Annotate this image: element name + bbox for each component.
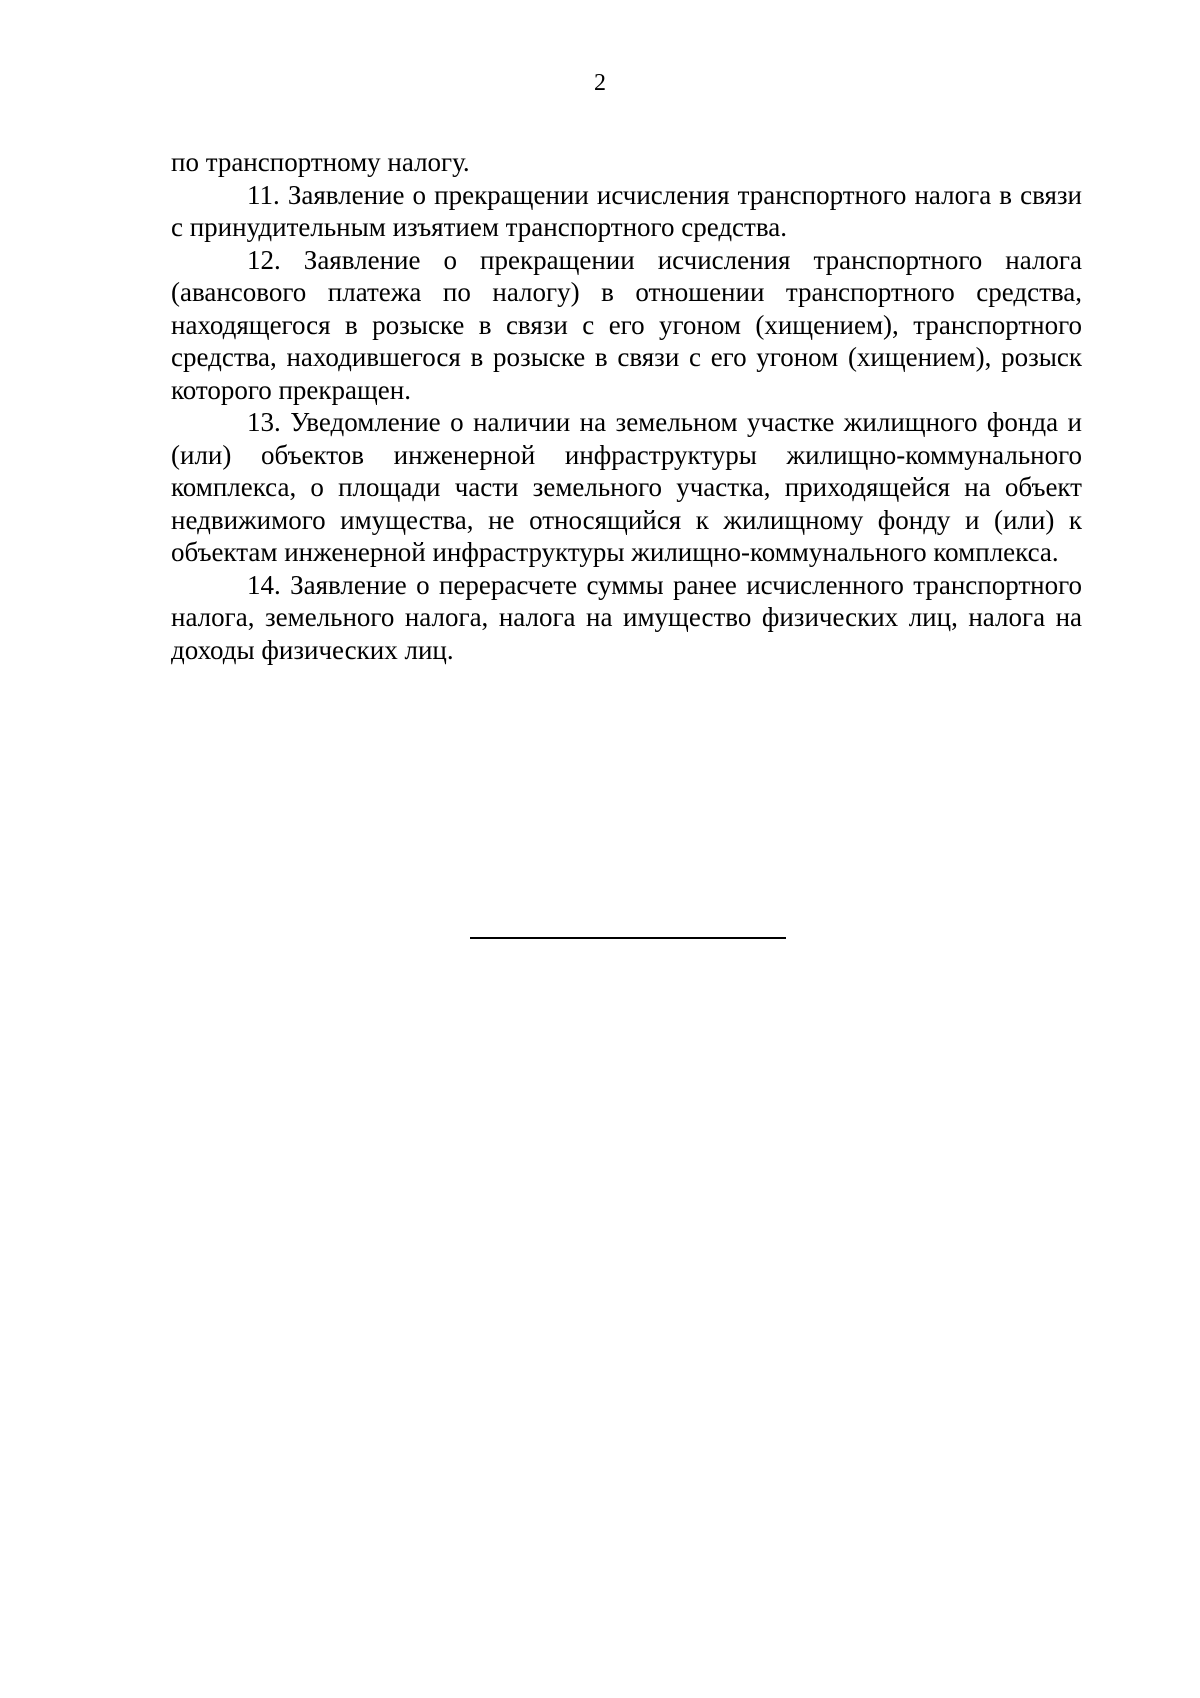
- document-body: [171, 146, 1082, 666]
- paragraph-item-13: 13. Уведомление о наличии на земельном участке жилищного фонда и (или) объектов инженерной инфраструктуры жилищно-коммунального комплекса, о площади части земельного участка, приходящейся на объект недвижимого имущества, не относящийся к жилищному фонду и (или) к объектам инженерной инфраструктуры жилищно-коммунального комплекса.: [171, 407, 1082, 567]
- paragraph-item-11: 11. Заявление о прекращении исчисления транспортного налога в связи с принудительным изъятием транспортного средства.: [171, 179, 1082, 242]
- closing-divider-line: [470, 937, 786, 939]
- paragraph-item-12: 12. Заявление о прекращении исчисления транспортного налога (авансового платежа по налогу) в отношении транспортного средства, находящегося в розыске в связи с его угоном (хищением), транспортного средства, находившегося в розыске в связи с его угоном (хищением), розыск которого прекращен.: [171, 244, 1082, 405]
- paragraph-item-14: 14. Заявление о перерасчете суммы ранее исчисленного транспортного налога, земельного налога, налога на имущество физических лиц, налога на доходы физических лиц.: [171, 569, 1082, 665]
- paragraph-continuation: по транспортному налогу.: [171, 147, 470, 177]
- page-number: 2: [594, 70, 606, 96]
